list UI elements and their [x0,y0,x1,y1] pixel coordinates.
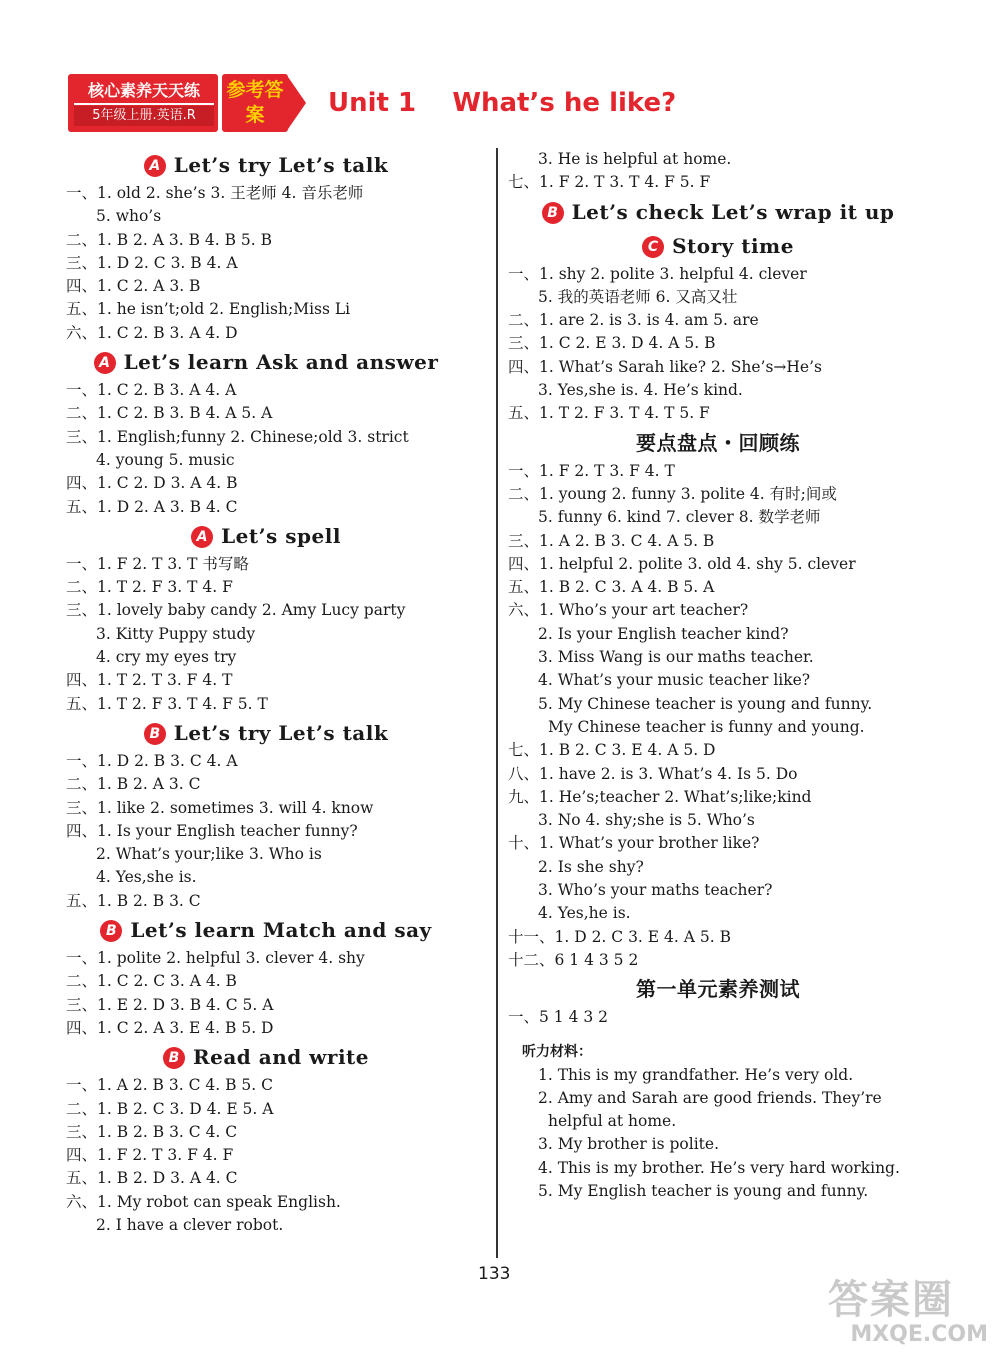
section-heading [66,1040,466,1074]
answer-line: 2. Is she shy? [538,857,644,876]
answer-line: 二、1. C 2. C 3. A 4. B [66,972,237,991]
answer-line: 5. funny 6. kind 7. clever 8. 数学老师 [538,508,821,527]
answer-line: 3. Miss Wang is our maths teacher. [538,648,814,667]
answer-line: 六、1. C 2. B 3. A 4. D [66,323,238,342]
section-b-icon: B [163,1047,185,1069]
right-column [508,148,928,1203]
answer-line: 十一、1. D 2. C 3. E 4. A 5. B [508,927,731,946]
answer-line: 一、1. F 2. T 3. F 4. T [508,461,675,480]
section-heading-text: Let’s try Let’s talk [173,153,389,177]
answer-line: 5. who’s [96,207,162,226]
answer-line: 五、1. B 2. B 3. C [66,891,201,910]
section-heading-text: Let’s learn Ask and answer [123,350,439,375]
section-heading [508,972,928,1006]
section-heading-text: Let’s learn Match and say [130,918,432,943]
section-heading [66,716,466,750]
answer-line: 四、1. What’s Sarah like? 2. She’s→He’s [508,357,822,376]
answer-line: 二、1. B 2. A 3. C [66,775,201,794]
answer-line: 4. Yes,he is. [538,904,631,923]
unit-title: Unit 1 What’s he like? [328,88,677,118]
section-a-icon: A [94,352,116,374]
series-badge [68,74,306,132]
answer-line: 五、1. T 2. F 3. T 4. T 5. F [508,404,710,423]
answer-line: 九、1. He’s;teacher 2. What’s;like;kind [508,787,812,806]
section-b-icon: B [542,202,564,224]
section-heading-text: Let’s spell [221,523,341,548]
answer-line: 三、1. B 2. B 3. C 4. C [66,1122,238,1141]
answer-line: 3. Who’s your maths teacher? [538,881,773,900]
section-heading [66,345,466,379]
answer-line: 三、1. lovely baby candy 2. Amy Lucy party [66,601,406,620]
answer-line: 二、1. B 2. C 3. D 4. E 5. A [66,1099,274,1118]
answer-line: 5. 我的英语老师 6. 又高又壮 [538,287,738,306]
answer-line: 5. My Chinese teacher is young and funny. [538,694,873,713]
left-column [66,148,466,1237]
answer-line: 五、1. T 2. F 3. T 4. F 5. T [66,694,268,713]
badge-subtitle: 5年级上册.英语.R [74,106,214,126]
page-number: 133 [478,1264,511,1284]
answer-line: 五、1. D 2. A 3. B 4. C [66,497,238,516]
answer-line: 二、1. are 2. is 3. is 4. am 5. are [508,311,759,330]
answer-line: 一、1. polite 2. helpful 3. clever 4. shy [66,949,365,968]
answer-line: 十、1. What’s your brother like? [508,834,760,853]
answer-line: 一、5 1 4 3 2 [508,1008,609,1027]
answer-line: 4. cry my eyes try [96,648,237,667]
answer-line: 二、1. young 2. funny 3. polite 4. 有时;间或 [508,484,837,503]
answer-line: 三、1. C 2. E 3. D 4. A 5. B [508,334,716,353]
answer-line: 四、1. F 2. T 3. F 4. F [66,1146,234,1165]
answer-line: 4. Yes,she is. [96,868,197,887]
answer-line: 四、1. C 2. A 3. B [66,277,201,296]
answer-line: 4. This is my brother. He’s very hard working. [538,1158,900,1177]
section-heading [508,195,928,229]
answer-line: 2. Amy and Sarah are good friends. They’re [538,1088,882,1107]
answer-line: 2. Is your English teacher kind? [538,624,789,643]
section-a-icon: A [144,155,166,177]
answer-line: My Chinese teacher is funny and young. [548,717,865,736]
answer-line: 八、1. have 2. is 3. What’s 4. Is 5. Do [508,764,798,783]
answer-line: 五、1. B 2. C 3. A 4. B 5. A [508,578,715,597]
answer-line: 三、1. A 2. B 3. C 4. A 5. B [508,531,715,550]
answer-line: 4. What’s your music teacher like? [538,671,811,690]
section-heading-text: Let’s check Let’s wrap it up [571,199,895,224]
answer-line: 一、1. old 2. she’s 3. 王老师 4. 音乐老师 [66,184,364,202]
answer-line: 2. What’s your;like 3. Who is [96,845,322,864]
answer-line: 四、1. Is your English teacher funny? [66,821,358,840]
answer-line: 5. My English teacher is young and funny. [538,1181,869,1200]
column-divider [496,148,498,1258]
answer-line: 四、1. C 2. A 3. E 4. B 5. D [66,1018,274,1037]
badge-title: 核心素养天天练 [74,79,214,105]
section-a-icon: A [191,526,213,548]
answer-line: 三、1. E 2. D 3. B 4. C 5. A [66,995,274,1014]
section-heading-text: 要点盘点・回顾练 [636,430,800,455]
section-heading [66,519,466,553]
answer-line: 十二、6 1 4 3 5 2 [508,950,639,969]
answer-line: 七、1. B 2. C 3. E 4. A 5. D [508,741,716,760]
answer-line: 二、1. B 2. A 3. B 4. B 5. B [66,230,273,249]
section-heading [66,913,466,947]
section-b-icon: B [144,723,166,745]
section-c-icon: C [642,236,664,258]
answer-line: 五、1. B 2. D 3. A 4. C [66,1169,238,1188]
listening-label: 听力材料： [522,1043,592,1060]
answer-line: 四、1. C 2. D 3. A 4. B [66,474,238,493]
answer-line: 五、1. he isn’t;old 2. English;Miss Li [66,300,351,319]
section-heading-text: Read and write [192,1045,369,1070]
answer-line: 3. No 4. shy;she is 5. Who’s [538,811,755,830]
answer-line: 六、1. My robot can speak English. [66,1192,341,1211]
answer-line: 一、1. D 2. B 3. C 4. A [66,751,238,770]
answer-line: 4. young 5. music [96,450,235,469]
answer-line: 一、1. F 2. T 3. T 书写略 [66,554,249,573]
answer-line: 六、1. Who’s your art teacher? [508,601,749,620]
answer-line: 一、1. shy 2. polite 3. helpful 4. clever [508,264,807,283]
answer-line: 三、1. English;funny 2. Chinese;old 3. strict [66,427,409,446]
answer-line: 1. This is my grandfather. He’s very old. [538,1065,854,1084]
answer-line: 3. My brother is polite. [538,1135,719,1154]
answer-line: 一、1. C 2. B 3. A 4. A [66,381,237,400]
answer-line: 七、1. F 2. T 3. T 4. F 5. F [508,173,711,192]
section-heading [508,426,928,460]
answer-line: 三、1. D 2. C 3. B 4. A [66,253,238,272]
answer-line: 2. I have a clever robot. [96,1215,284,1234]
section-heading-text: Let’s try Let’s talk [173,720,389,745]
section-b-icon: B [100,920,122,942]
section-heading [508,229,928,263]
answer-line: 3. He is helpful at home. [538,150,732,168]
watermark-line2: MXQE.COM [850,1322,988,1347]
answer-line: 3. Kitty Puppy study [96,624,256,643]
section-heading-text: Story time [672,233,794,258]
watermark-logo [828,1278,988,1358]
answer-line: 四、1. T 2. T 3. F 4. T [66,671,233,690]
answer-line: 四、1. helpful 2. polite 3. old 4. shy 5. clever [508,554,856,573]
badge-arrow-icon [286,74,306,132]
answer-line: 一、1. A 2. B 3. C 4. B 5. C [66,1076,273,1095]
answer-line: 三、1. like 2. sometimes 3. will 4. know [66,798,374,817]
answer-line: 3. Yes,she is. 4. He’s kind. [538,381,743,400]
badge-answer: 参考答案 [222,74,288,132]
watermark-line1: 答案圈 [828,1277,954,1323]
answer-line: helpful at home. [548,1112,677,1131]
answer-line: 二、1. C 2. B 3. B 4. A 5. A [66,404,273,423]
section-heading-text: 第一单元素养测试 [636,977,800,1002]
answer-line: 二、1. T 2. F 3. T 4. F [66,578,233,597]
section-heading [66,148,466,182]
